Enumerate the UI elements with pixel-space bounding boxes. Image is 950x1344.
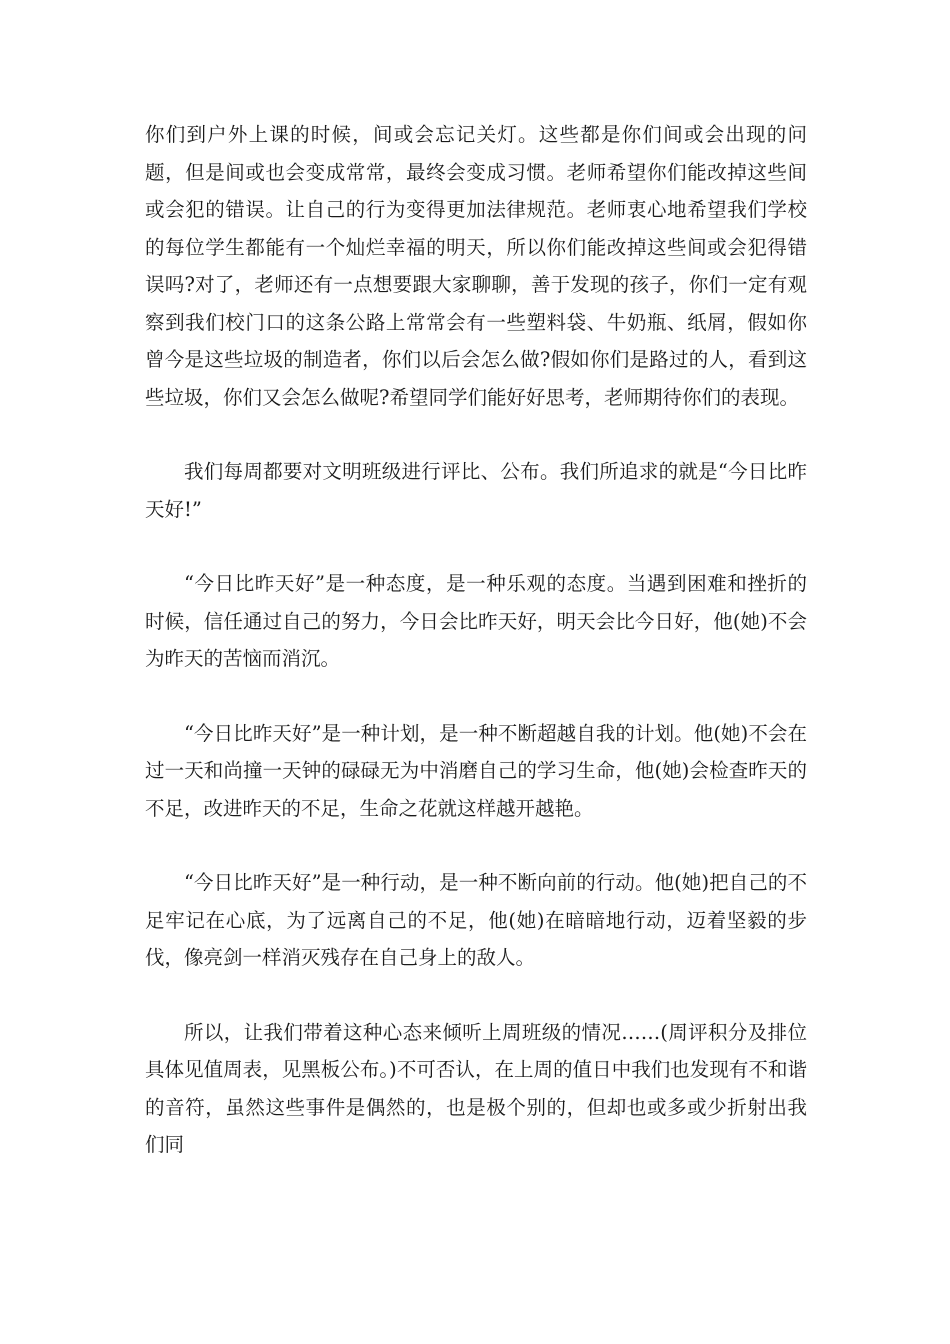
document-body xyxy=(145,116,807,1164)
paragraph-6: 所以，让我们带着这种心态来倾听上周班级的情况……(周评积分及排位具体见值周表，见黑板公布。)不可否认，在上周的值日中我们也发现有不和谐的音符，虽然这些事件是偶然的，也是极个别的，但却也或多或少折射出我们同 xyxy=(145,1020,807,1156)
paragraph-5: “今日比昨天好”是一种行动，是一种不断向前的行动。他(她)把自己的不足牢记在心底，为了远离自己的不足，他(她)在暗暗地行动，迈着坚毅的步伐，像亮剑一样消灭残存在自己身上的敌人。 xyxy=(145,871,807,969)
paragraph-3: “今日比昨天好”是一种态度，是一种乐观的态度。当遇到困难和挫折的时候，信任通过自己的努力，今日会比昨天好，明天会比今日好，他(她)不会为昨天的苦恼而消沉。 xyxy=(145,572,807,670)
paragraph-4: “今日比昨天好”是一种计划，是一种不断超越自我的计划。他(她)不会在过一天和尚撞一天钟的碌碌无为中消磨自己的学习生命，他(她)会检查昨天的不足，改进昨天的不足，生命之花就这样越开越艳。 xyxy=(145,721,807,820)
paragraph-2: 我们每周都要对文明班级进行评比、公布。我们所追求的就是“今日比昨天好!” xyxy=(145,460,807,521)
paragraph-1: 你们到户外上课的时候，间或会忘记关灯。这些都是你们间或会出现的问题，但是间或也会变成常常，最终会变成习惯。老师希望你们能改掉这些间或会犯的错误。让自己的行为变得更加法律规范。老师衷心地希望我们学校的每位学生都能有一个灿烂幸福的明天，所以你们能改掉这些间或会犯得错误吗?对了，老师还有一点想要跟大家聊聊，善于发现的孩子，你们一定有观察到我们校门口的这条公路上常常会有一些塑料袋、牛奶瓶、纸屑，假如你曾今是这些垃圾的制造者，你们以后会怎么做?假如你们是路过的人，看到这些垃圾，你们又会怎么做呢?希望同学们能好好思考，老师期待你们的表现。 xyxy=(145,123,807,409)
